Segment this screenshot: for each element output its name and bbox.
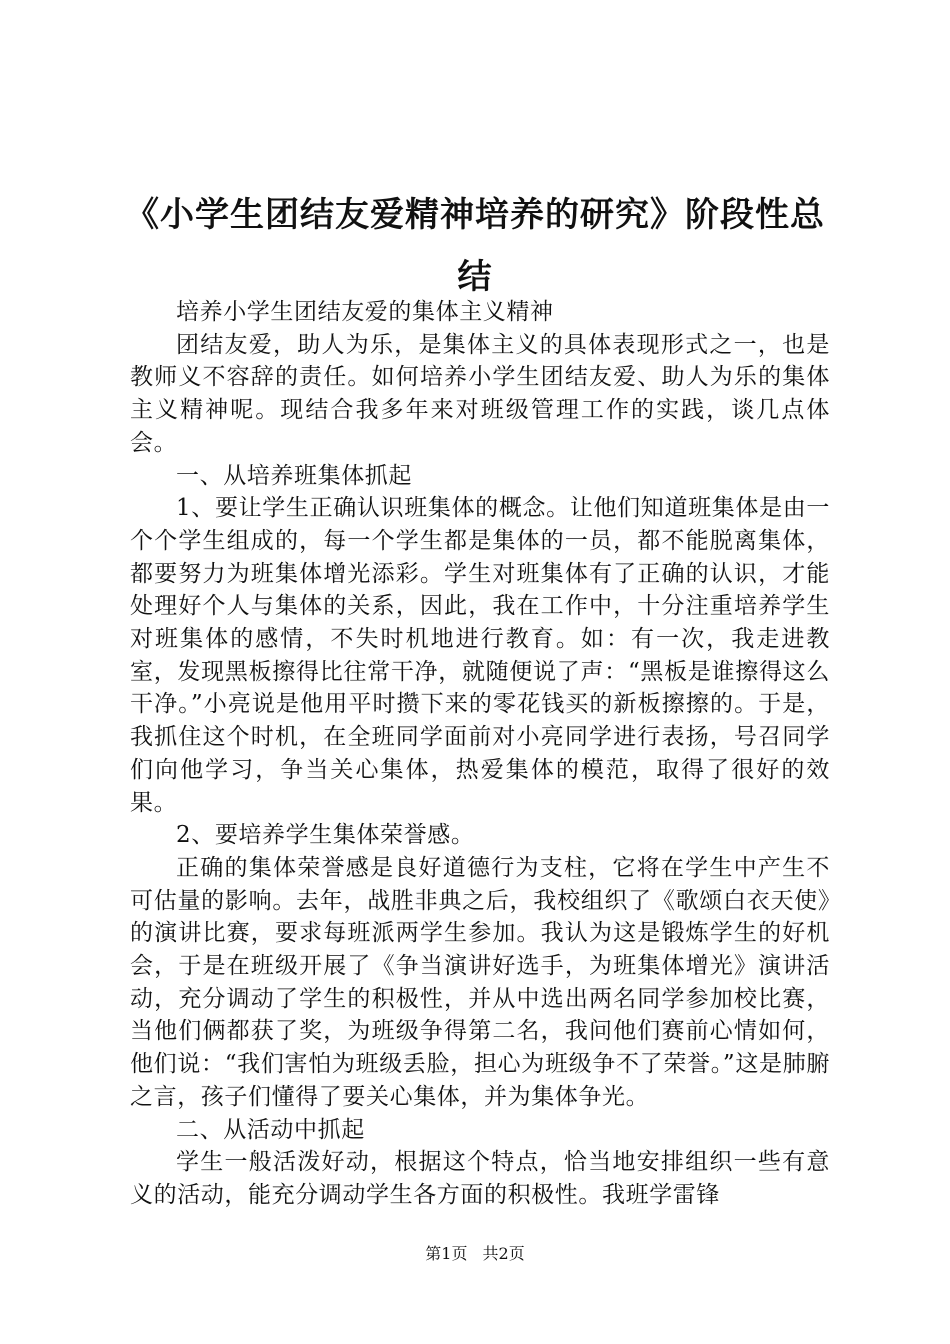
paragraph-class-collective: 1、要让学生正确认识班集体的概念。让他们知道班集体是由一个个学生组成的，每一个学生都是集体的一员，都不能脱离集体，都要努力为班集体增光添彩。学生对班集体有了正确的认识，才能处理好个人与集体的关系，因此，我在工作中，十分注重培养学生对班集体的感情，不失时机地进行教育。如：有一次，我走进教室，发现黑板擦得比往常干净，就随便说了声：“黑板是谁擦得这么干净。”小亮说是他用平时攒下来的零花钱买的新板擦擦的。于是，我抓住这个时机，在全班同学面前对小亮同学进行表扬，号召同学们向他学习，争当关心集体，热爱集体的模范，取得了很好的效果。 <box>130 495 830 816</box>
paragraph-activities: 学生一般活泼好动，根据这个特点，恰当地安排组织一些有意义的活动，能充分调动学生各方面的积极性。我班学雷锋 <box>130 1149 830 1208</box>
paragraph-honor: 正确的集体荣誉感是良好道德行为支柱，它将在学生中产生不可估量的影响。去年，战胜非典之后，我校组织了《歌颂白衣天使》的演讲比赛，要求每班派两学生参加。我认为这是锻炼学生的好机会，于是在班级开展了《争当演讲好选手，为班集体增光》演讲活动，充分调动了学生的积极性，并从中选出两名同学参加校比赛，当他们俩都获了奖，为班级争得第二名，我问他们赛前心情如何，他们说：“我们害怕为班级丢脸，担心为班级争不了荣誉。”这是肺腑之言，孩子们懂得了要关心集体，并为集体争光。 <box>130 854 830 1110</box>
subheading-honor: 2、要培养学生集体荣誉感。 <box>176 822 475 849</box>
paragraph-intro: 团结友爱，助人为乐，是集体主义的具体表现形式之一，也是教师义不容辞的责任。如何培养小学生团结友爱、助人为乐的集体主义精神呢。现结合我多年来对班级管理工作的实践，谈几点体会。 <box>130 331 830 456</box>
page-total: 共2页 <box>482 1244 525 1263</box>
page-number: 第1页 <box>425 1244 468 1263</box>
document-body <box>130 296 830 1212</box>
document-title: 《小学生团结友爱精神培养的研究》阶段性总结 <box>125 195 825 297</box>
section-heading-2: 二、从活动中抓起 <box>176 1116 365 1143</box>
paragraph-subtitle: 培养小学生团结友爱的集体主义精神 <box>176 299 554 325</box>
page-footer <box>0 1244 950 1264</box>
section-heading-1: 一、从培养班集体抓起 <box>176 462 412 489</box>
